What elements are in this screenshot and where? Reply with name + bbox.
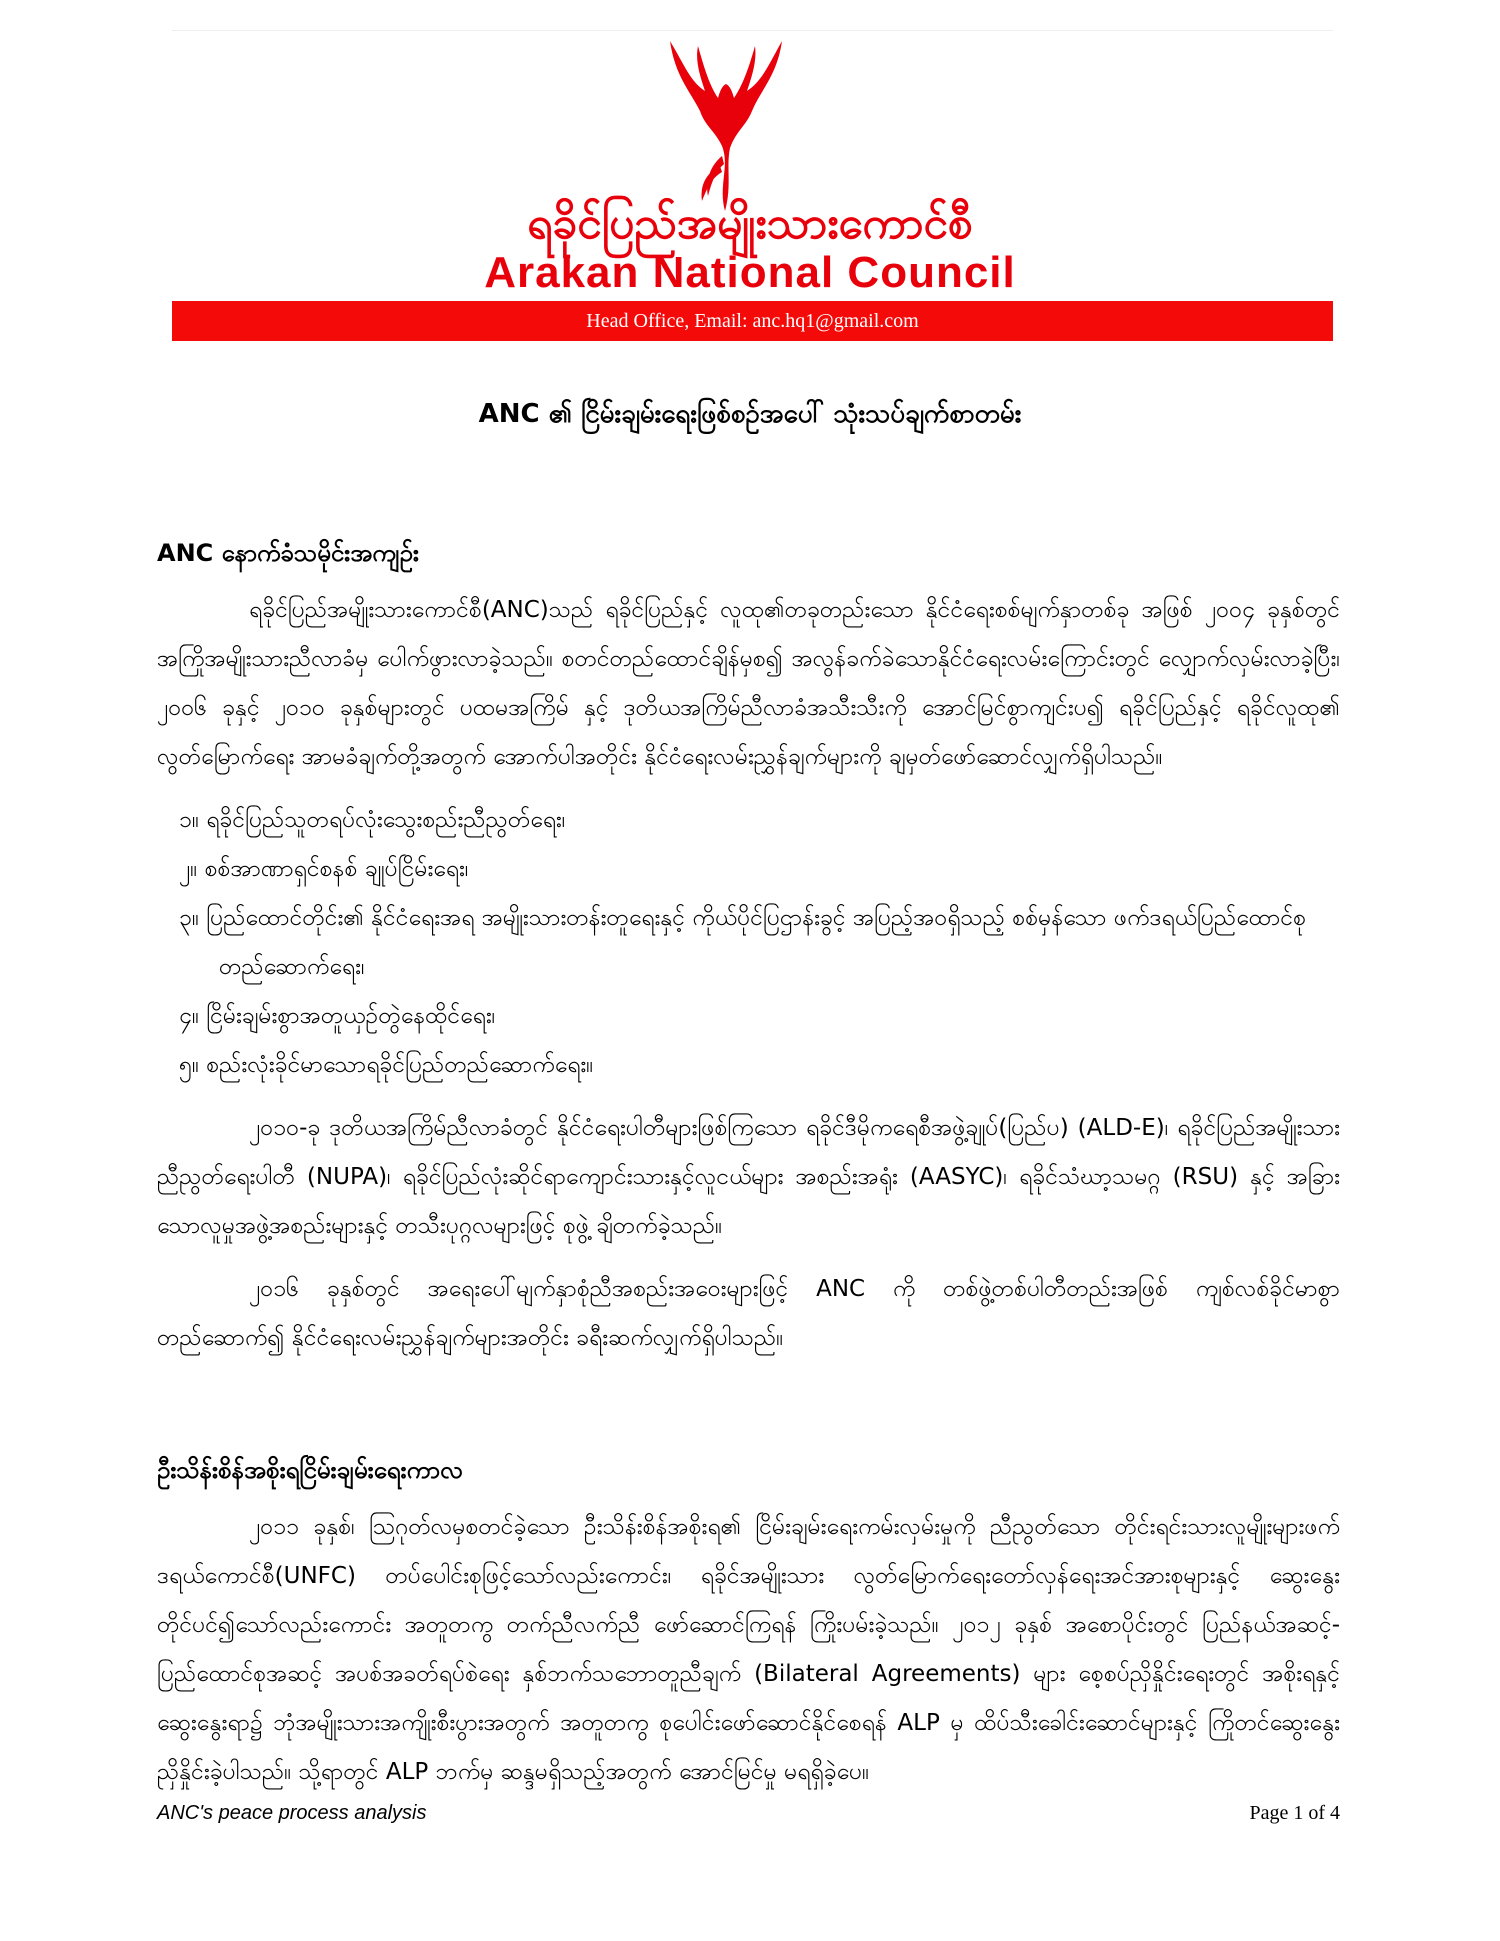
phoenix-logo-icon [660,36,790,211]
section-heading-background: ANC နောက်ခံသမိုင်းအကျဉ်း [157,539,419,567]
contact-banner: Head Office, Email: anc.hq1@gmail.com [172,301,1333,341]
footer-page-number: Page 1 of 4 [1249,1802,1340,1824]
list-item: ၅။ စည်းလုံးခိုင်မာသောရခိုင်ပြည်တည်ဆောက်ရေး။ [179,1052,594,1078]
paragraph: ရခိုင်ပြည်အမျိုးသားကောင်စီ(ANC)သည် ရခိုင်ပြည်နှင့် လူထု၏တခုတည်းသော နိုင်ငံရေးစစ်မျက်နှာတစ်ခု အဖြစ် ၂၀၀၄ ခုနှစ်တွင် အကြိုအမျိုးသားညီလာခံမှ ပေါက်ဖွားလာခဲ့သည်။ စတင်တည်ထောင်ချိန်မှစ၍ အလွန်ခက်ခဲသောနိုင်ငံရေးလမ်းကြောင်းတွင် လျှောက်လှမ်းလာခဲ့ပြီး၊ ၂၀၀၆ ခုနှင့် ၂၀၁၀ ခုနှစ်များတွင် ပထမအကြိမ် နှင့် ဒုတိယအကြိမ်ညီလာခံအသီးသီးကို အောင်မြင်စွာကျင်းပ၍ ရခိုင်ပြည်နှင့် ရခိုင်လူထု၏ လွတ်မြောက်ရေး အာမခံချက်တို့အတွက် အောက်ပါအတိုင်း နိုင်ငံရေးလမ်းညွှန်ချက်များကို ချမှတ်ဖော်ဆောင်လျှက်ရှိပါသည်။ [157,597,1340,770]
document-body [157,530,1340,1811]
header-rule [172,30,1333,31]
list-item: ၁။ ရခိုင်ပြည်သူတရပ်လုံးသွေးစည်းညီညွတ်ရေး၊ [179,807,566,833]
logo-text-burmese: ရခိုင်ပြည်အမျိုးသားကောင်စီ [527,198,973,249]
policy-list [157,796,1340,1090]
paragraph: ၂၀၁၁ ခုနှစ်၊ ဩဂုတ်လမှစတင်ခဲ့သော ဦးသိန်းစိန်အစိုးရ၏ ငြိမ်းချမ်းရေးကမ်းလှမ်းမှုကို ညီညွတ်သော တိုင်းရင်းသားလူမျိုးများဖက်ဒရယ်ကောင်စီ(UNFC) တပ်ပေါင်းစုဖြင့်သော်လည်းကောင်း၊ ရခိုင်အမျိုးသား လွတ်မြောက်ရေးတော်လှန်ရေးအင်အားစုများနှင့် ဆွေးနွေးတိုင်ပင်၍သော်လည်းကောင်း အတူတကွ တက်ညီလက်ညီ ဖော်ဆောင်ကြရန် ကြိုးပမ်းခဲ့သည်။ ၂၀၁၂ ခုနှစ် အစောပိုင်းတွင် ပြည်နယ်အဆင့်-ပြည်ထောင်စုအဆင့် အပစ်အခတ်ရပ်စဲရေး နှစ်ဘက်သဘောတူညီချက် (Bilateral Agreements) များ စေ့စပ်ညှိနှိုင်းရေးတွင် အစိုးရနှင့် ဆွေးနွေးရာ၌ ဘုံအမျိုးသားအကျိုးစီးပွားအတွက် အတူတကွ စုပေါင်းဖော်ဆောင်နိုင်စေရန် ALP မှ ထိပ်သီးခေါင်းဆောင်များနှင့် ကြိုတင်ဆွေးနွေးညှိနှိုင်းခဲ့ပါသည်။ သို့ရာတွင် ALP ဘက်မှ ဆန္ဒမရှိသည့်အတွက် အောင်မြင်မှု မရရှိခဲ့ပေ။ [157,1514,1340,1785]
footer-document-name: ANC's peace process analysis [157,1802,427,1824]
list-item: ၂။ စစ်အာဏာရှင်စနစ် ချုပ်ငြိမ်းရေး၊ [179,856,469,882]
paragraph: ၂၀၁၆ ခုနှစ်တွင် အရေးပေါ်မျက်နှာစုံညီအစည်းအဝေးများဖြင့် ANC ကို တစ်ဖွဲ့တစ်ပါတီတည်းအဖြစ် ကျစ်လစ်ခိုင်မာစွာ တည်ဆောက်၍ နိုင်ငံရေးလမ်းညွှန်ချက်များအတိုင်း ခရီးဆက်လျှက်ရှိပါသည်။ [157,1276,1340,1351]
logo-text-english: Arakan National Council [484,248,1016,297]
section-heading-thein-sein-era: ဦးသိန်းစိန်အစိုးရငြိမ်းချမ်းရေးကာလ [157,1456,463,1484]
paragraph: ၂၀၁၀-ခု ဒုတိယအကြိမ်ညီလာခံတွင် နိုင်ငံရေးပါတီများဖြစ်ကြသော ရခိုင်ဒီမိုကရေစီအဖွဲ့ချုပ်(ပြည်ပ) (ALD-E)၊ ရခိုင်ပြည်အမျိုးသားညီညွတ်ရေးပါတီ (NUPA)၊ ရခိုင်ပြည်လုံးဆိုင်ရာကျောင်းသားနှင့်လူငယ်များ အစည်းအရုံး (AASYC)၊ ရခိုင်သံဃာ့သမဂ္ဂ (RSU) နှင့် အခြားသောလူမှုအဖွဲ့အစည်းများနှင့် တသီးပုဂ္ဂလများဖြင့် စုဖွဲ့ ချိတက်ခဲ့သည်။ [157,1115,1340,1239]
document-title: ANC ၏ ငြိမ်းချမ်းရေးဖြစ်စဉ်အပေါ် သုံးသပ်ချက်စာတမ်း [478,399,1022,429]
list-item: ၄။ ငြိမ်းချမ်းစွာအတူယှဉ်တွဲနေထိုင်ရေး၊ [179,1003,496,1029]
list-item: ၃။ ပြည်ထောင်တိုင်း၏ နိုင်ငံရေးအရ အမျိုးသားတန်းတူရေးနှင့် ကိုယ်ပိုင်ပြဌာန်းခွင့် အပြည့်အဝရှိသည့် စစ်မှန်သော ဖက်ဒရယ်ပြည်ထောင်စုတည်ဆောက်ရေး၊ [179,905,1307,980]
